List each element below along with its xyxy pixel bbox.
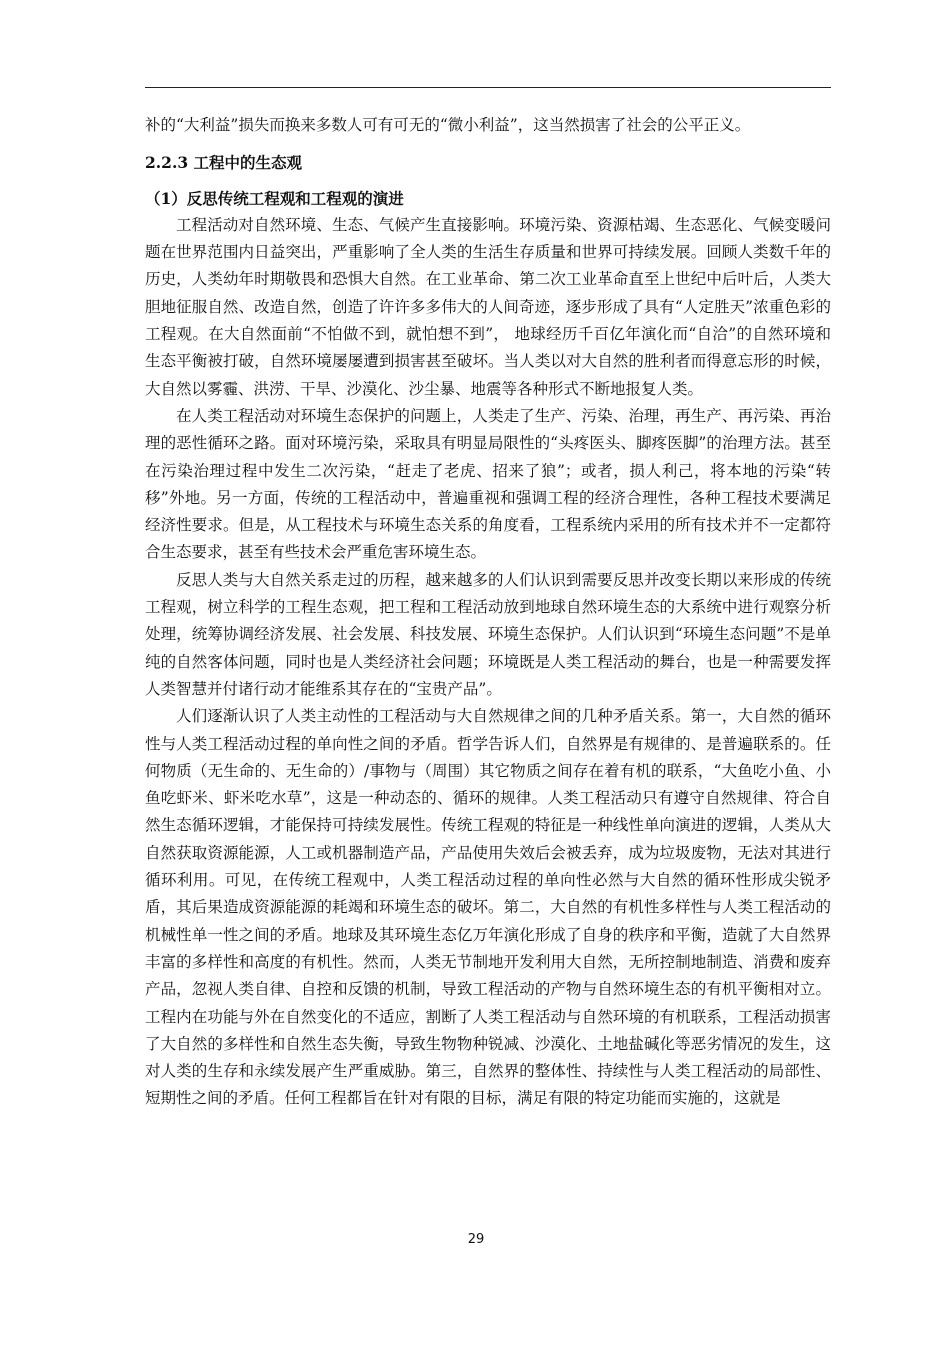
section-heading: 2.2.3 工程中的生态观 <box>145 153 303 173</box>
paragraph-4: 人们逐渐认识了人类主动性的工程活动与大自然规律之间的几种矛盾关系。第一，大自然的循环性与人类工程活动过程的单向性之间的矛盾。哲学告诉人们，自然界是有规律的、是普遍联系的。任何物质（无生命的、无生命的）/事物与（周围）其它物质之间存在着有机的联系，“大鱼吃小鱼、小鱼吃虾米、虾米吃水草”，这是一种动态的、循环的规律。人类工程活动只有遵守自然规律、符合自然生态循环逻辑，才能保持可持续发展性。传统工程观的特征是一种线性单向演进的逻辑，人类从大自然获取资源能源，人工或机器制造产品，产品使用失效后会被丢弃，成为垃圾废物，无法对其进行循环利用。可见，在传统工程观中，人类工程活动过程的单向性必然与大自然的循环性形成尖锐矛盾，其后果造成资源能源的耗竭和环境生态的破坏。第二，大自然的有机性多样性与人类工程活动的机械性单一性之间的矛盾。地球及其环境生态亿万年演化形成了自身的秩序和平衡，造就了大自然界丰富的多样性和高度的有机性。然而，人类无节制地开发利用大自然，无所控制地制造、消费和废弃产品，忽视人类自律、自控和反馈的机制，导致工程活动的产物与自然环境生态的有机平衡相对立。工程内在功能与外在自然变化的不适应，割断了人类工程活动与自然环境的有机联系，工程活动损害了大自然的多样性和自然生态失衡，导致生物物种锐减、沙漠化、土地盐碱化等恶劣情况的发生，这对人类的生存和永续发展产生严重威胁。第三，自然界的整体性、持续性与人类工程活动的局部性、短期性之间的矛盾。任何工程都旨在针对有限的目标，满足有限的特定功能而实施的，这就是 <box>145 707 831 1108</box>
sub-heading: （1）反思传统工程观和工程观的演进 <box>145 188 404 208</box>
paragraph-1: 工程活动对自然环境、生态、气候产生直接影响。环境污染、资源枯竭、生态恶化、气候变暖问题在世界范围内日益突出，严重影响了全人类的生活生存质量和世界可持续发展。回顾人类数千年的历史，人类幼年时期敬畏和恐惧大自然。在工业革命、第二次工业革命直至上世纪中后叶后，人类大胆地征服自然、改造自然，创造了许许多多伟大的人间奇迹，逐步形成了具有“人定胜天”浓重色彩的工程观。在大自然面前“不怕做不到，就怕想不到”， 地球经历千百亿年演化而“自洽”的自然环境和生态平衡被打破，自然环境屡屡遭到损害甚至破坏。当人类以对大自然的胜利者而得意忘形的时候，大自然以雾霾、洪涝、干旱、沙漠化、沙尘暴、地震等各种形式不断地报复人类。 <box>145 215 831 398</box>
header-rule <box>145 87 831 88</box>
page-body <box>145 112 831 1113</box>
continuation-text: 补的“大利益”损失而换来多数人可有可无的“微小利益”，这当然损害了社会的公平正义。 <box>145 116 751 134</box>
paragraph-3: 反思人类与大自然关系走过的历程，越来越多的人们认识到需要反思并改变长期以来形成的传统工程观，树立科学的工程生态观，把工程和工程活动放到地球自然环境生态的大系统中进行观察分析处理，统筹协调经济发展、社会发展、科技发展、环境生态保护。人们认识到“环境生态问题”不是单纯的自然客体问题，同时也是人类经济社会问题；环境既是人类工程活动的舞台，也是一种需要发挥人类智慧并付诸行动才能维系其存在的“宝贵产品”。 <box>145 570 831 698</box>
page-number: 29 <box>467 1232 485 1247</box>
paragraph-2: 在人类工程活动对环境生态保护的问题上，人类走了生产、污染、治理，再生产、再污染、再治理的恶性循环之路。面对环境污染，采取具有明显局限性的“头疼医头、脚疼医脚”的治理方法。甚至在污染治理过程中发生二次污染，“赶走了老虎、招来了狼”；或者，损人利己，将本地的污染“转移”外地。另一方面，传统的工程活动中，普遍重视和强调工程的经济合理性，各种工程技术要满足经济性要求。但是，从工程技术与环境生态关系的角度看，工程系统内采用的所有技术并不一定都符合生态要求，甚至有些技术会严重危害环境生态。 <box>145 406 831 562</box>
